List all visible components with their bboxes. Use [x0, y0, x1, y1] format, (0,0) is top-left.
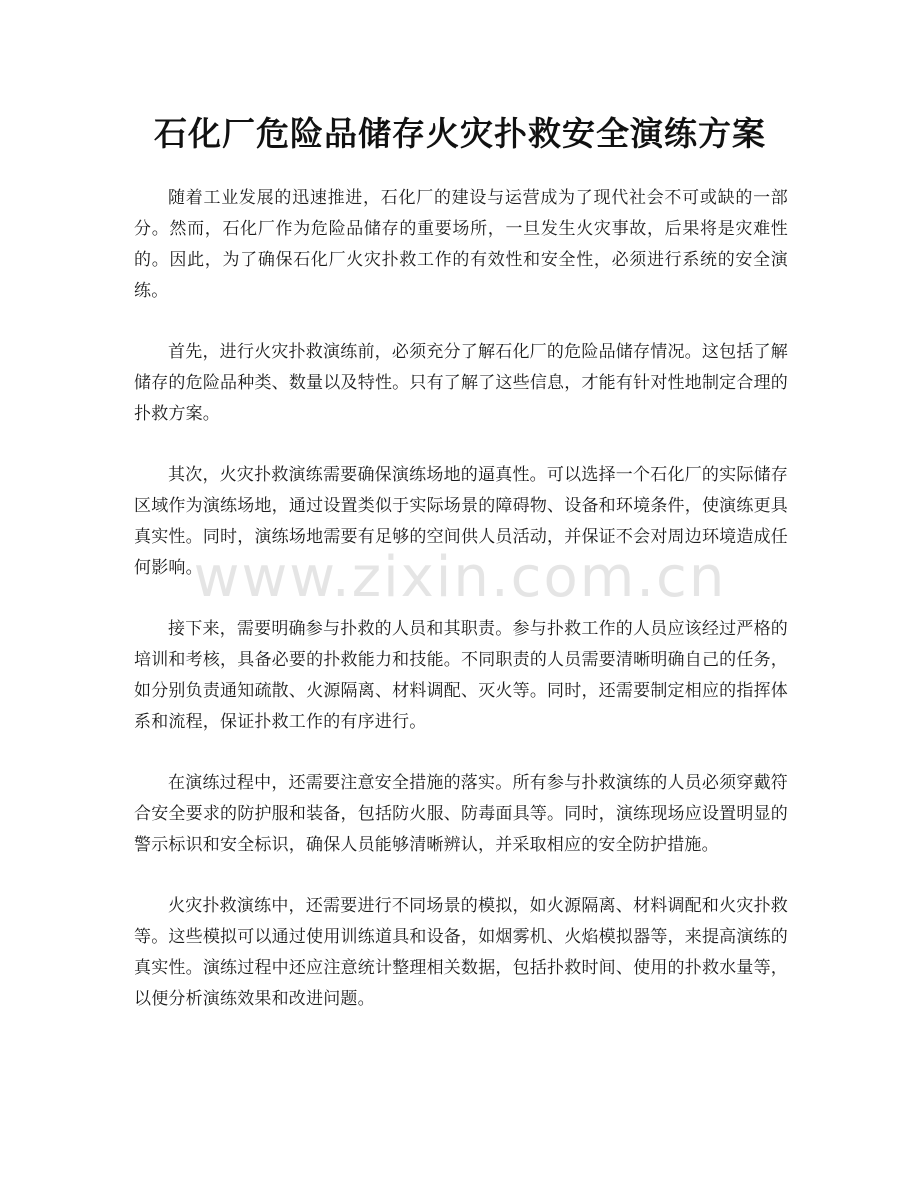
paragraph-3: 其次，火灾扑救演练需要确保演练场地的逼真性。可以选择一个石化厂的实际储存区域作为演练场地，通过设置类似于实际场景的障碍物、设备和环境条件，使演练更具真实性。同时，演练场地需要有足够的空间供人员活动，并保证不会对周边环境造成任何影响。 [134, 465, 788, 578]
paragraph-4: 接下来，需要明确参与扑救的人员和其职责。参与扑救工作的人员应该经过严格的培训和考核，具备必要的扑救能力和技能。不同职责的人员需要清晰明确自己的任务，如分别负责通知疏散、火源隔离、材料调配、灭火等。同时，还需要制定相应的指挥体系和流程，保证扑救工作的有序进行。 [134, 619, 788, 732]
paragraph-5: 在演练过程中，还需要注意安全措施的落实。所有参与扑救演练的人员必须穿戴符合安全要求的防护服和装备，包括防火服、防毒面具等。同时，演练现场应设置明显的警示标识和安全标识，确保人员能够清晰辨认，并采取相应的安全防护措施。 [134, 773, 788, 855]
document-body [134, 183, 788, 1045]
page-title: 石化厂危险品储存火灾扑救安全演练方案 [154, 114, 766, 153]
paragraph-6: 火灾扑救演练中，还需要进行不同场景的模拟，如火源隔离、材料调配和火灾扑救等。这些模拟可以通过使用训练道具和设备，如烟雾机、火焰模拟器等，来提高演练的真实性。演练过程中还应注意统计整理相关数据，包括扑救时间、使用的扑救水量等，以便分析演练效果和改进问题。 [134, 896, 788, 1009]
paragraph-1: 随着工业发展的迅速推进，石化厂的建设与运营成为了现代社会不可或缺的一部分。然而，石化厂作为危险品储存的重要场所，一旦发生火灾事故，后果将是灾难性的。因此，为了确保石化厂火灾扑救工作的有效性和安全性，必须进行系统的安全演练。 [134, 188, 788, 301]
paragraph-2: 首先，进行火灾扑救演练前，必须充分了解石化厂的危险品储存情况。这包括了解储存的危险品种类、数量以及特性。只有了解了这些信息，才能有针对性地制定合理的扑救方案。 [134, 342, 788, 424]
watermark: www.zixin.com.cn [193, 545, 727, 610]
